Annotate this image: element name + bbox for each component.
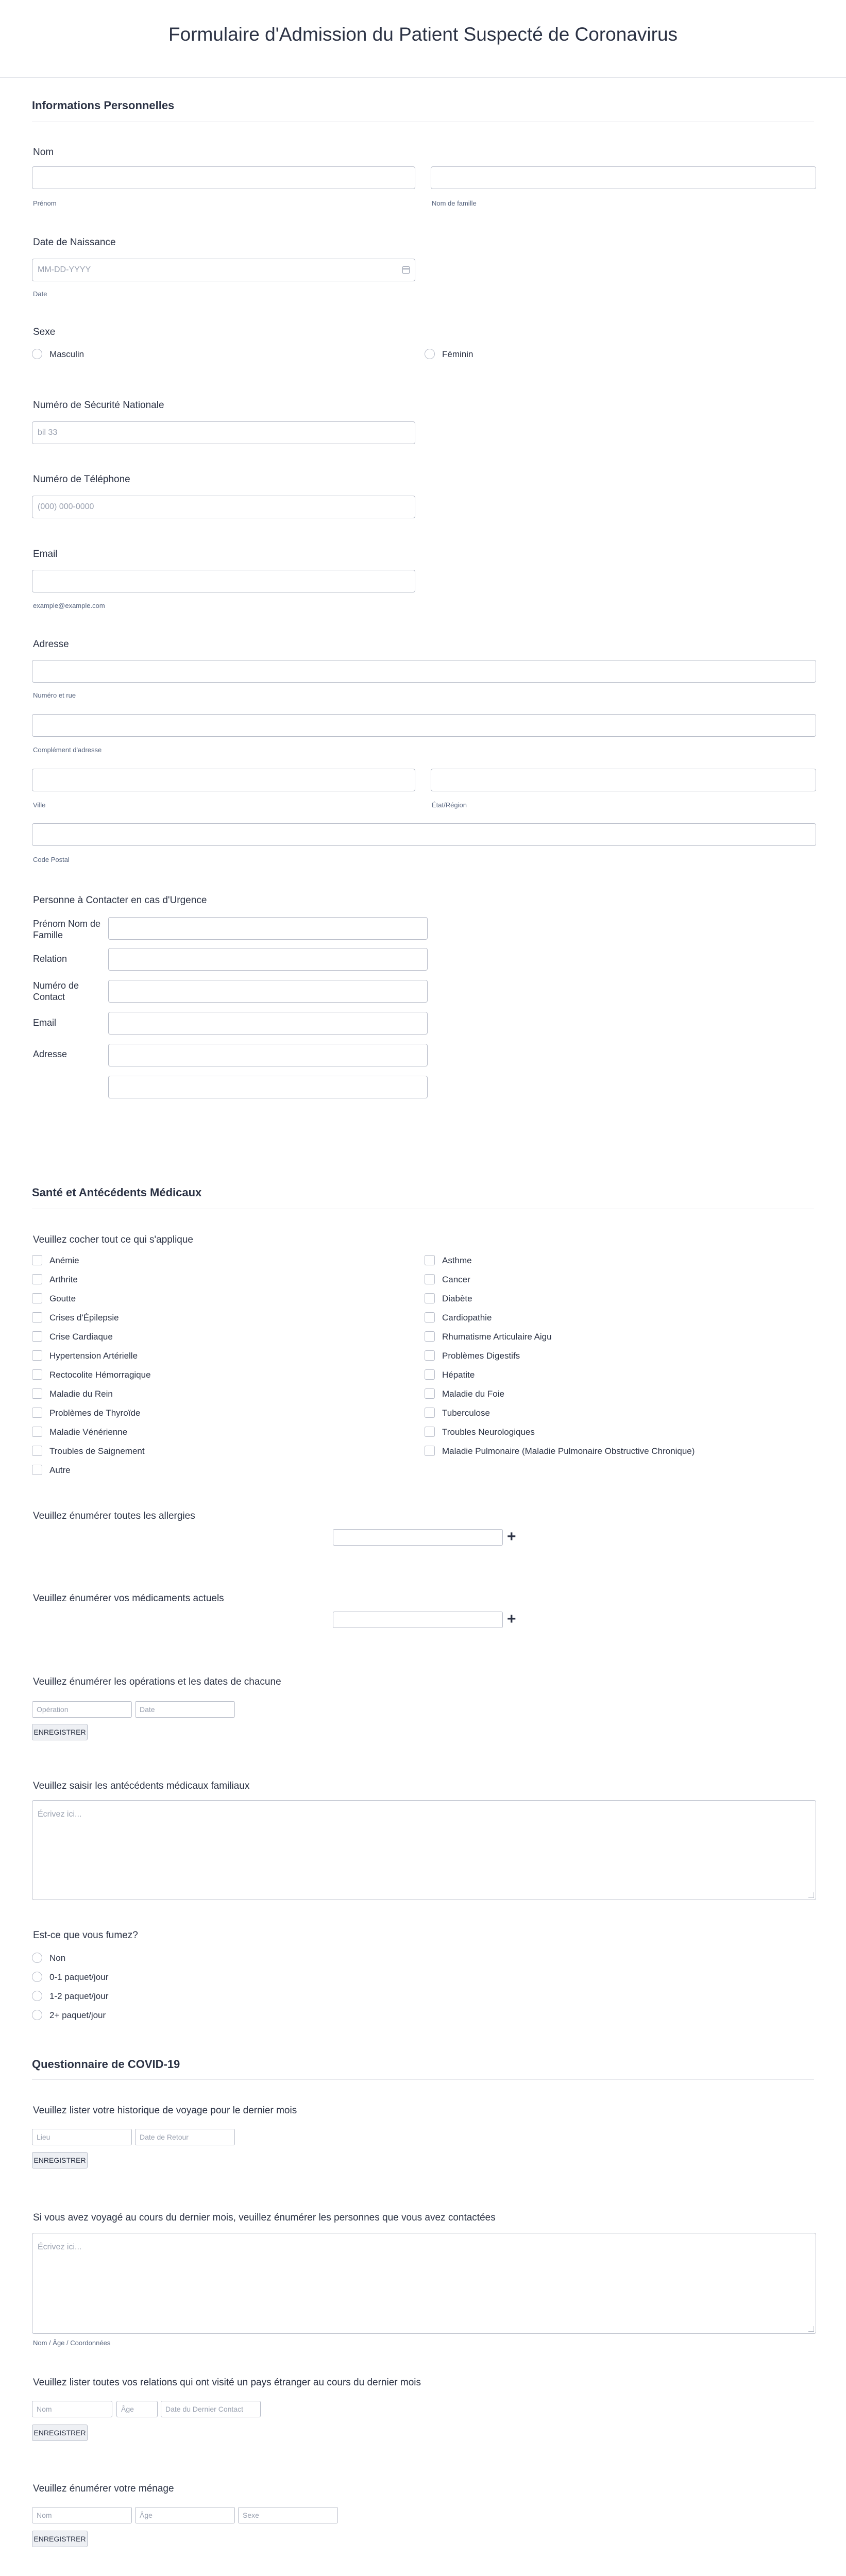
state-input[interactable]: [431, 769, 816, 791]
household-label: Veuillez énumérer votre ménage: [33, 2483, 174, 2494]
condition-option-checkbox[interactable]: [425, 1388, 435, 1399]
condition-option-checkbox[interactable]: [32, 1274, 42, 1284]
save-relations-button[interactable]: ENREGISTRER: [32, 2425, 88, 2441]
ssn-input[interactable]: [32, 421, 415, 444]
email-sublabel: example@example.com: [33, 602, 105, 609]
dob-placeholder: MM-DD-YYYY: [38, 265, 91, 274]
emergency-relation-input[interactable]: [108, 948, 428, 971]
surgery-name-input[interactable]: [32, 1701, 132, 1718]
condition-option-checkbox[interactable]: [425, 1446, 435, 1456]
dob-input[interactable]: [32, 259, 415, 281]
condition-option-label: Problèmes de Thyroïde: [49, 1408, 141, 1418]
medications-label: Veuillez énumérer vos médicaments actuels: [33, 1593, 224, 1604]
travel-label: Veuillez lister votre historique de voyage pour le dernier mois: [33, 2105, 297, 2116]
condition-option-label: Rectocolite Hémorragique: [49, 1370, 151, 1380]
condition-option-label: Hypertension Artérielle: [49, 1351, 138, 1361]
city-input[interactable]: [32, 769, 415, 791]
smoke-option-label: 1-2 paquet/jour: [49, 1991, 109, 2001]
sex-male-radio[interactable]: [32, 349, 42, 359]
street-sublabel: Numéro et rue: [33, 691, 76, 699]
smoke-option-label: 0-1 paquet/jour: [49, 1972, 109, 1982]
condition-option-checkbox[interactable]: [425, 1331, 435, 1342]
condition-option-label: Arthrite: [49, 1275, 78, 1284]
condition-option-checkbox[interactable]: [425, 1427, 435, 1437]
smoke-option-radio[interactable]: [32, 2010, 42, 2020]
relation-age-input[interactable]: [116, 2401, 158, 2417]
condition-option-label: Maladie du Foie: [442, 1389, 504, 1399]
name-label: Nom: [33, 147, 54, 158]
header-divider: [0, 77, 846, 78]
allergies-label: Veuillez énumérer toutes les allergies: [33, 1511, 195, 1521]
condition-option-label: Troubles Neurologiques: [442, 1427, 535, 1437]
emergency-row-label: Email: [33, 1018, 57, 1028]
emergency-email-input[interactable]: [108, 1012, 428, 1035]
relation-date-placeholder: Date du Dernier Contact: [165, 2405, 243, 2413]
condition-option-checkbox[interactable]: [32, 1388, 42, 1399]
surgery-placeholder: Opération: [37, 1705, 69, 1714]
contacts-label: Si vous avez voyagé au cours du dernier mois, veuillez énumérer les personnes que vous avez contactées: [33, 2212, 496, 2223]
smoke-label: Est-ce que vous fumez?: [33, 1930, 138, 1941]
last-name-input[interactable]: [431, 166, 816, 189]
condition-option-checkbox[interactable]: [425, 1369, 435, 1380]
section-title-personal: Informations Personnelles: [32, 99, 175, 112]
save-household-button[interactable]: ENREGISTRER: [32, 2531, 88, 2547]
family-history-label: Veuillez saisir les antécédents médicaux familiaux: [33, 1781, 250, 1791]
medications-input[interactable]: [333, 1612, 503, 1628]
plus-icon[interactable]: +: [507, 1611, 516, 1628]
condition-option-label: Goutte: [49, 1294, 76, 1303]
condition-option-checkbox[interactable]: [425, 1255, 435, 1265]
condition-option-label: Troubles de Saignement: [49, 1446, 145, 1456]
section-title-covid: Questionnaire de COVID-19: [32, 2058, 180, 2071]
relation-name-input[interactable]: [32, 2401, 112, 2417]
dob-sublabel: Date: [33, 290, 47, 298]
travel-place-placeholder: Lieu: [37, 2133, 50, 2141]
state-sublabel: État/Région: [432, 801, 467, 809]
street2-sublabel: Complément d'adresse: [33, 746, 102, 754]
condition-option-checkbox[interactable]: [32, 1331, 42, 1342]
phone-input[interactable]: [32, 496, 415, 518]
calendar-icon[interactable]: [402, 266, 410, 274]
first-name-input[interactable]: [32, 166, 415, 189]
condition-option-label: Maladie Vénérienne: [49, 1427, 128, 1437]
surgeries-label: Veuillez énumérer les opérations et les dates de chacune: [33, 1676, 281, 1687]
condition-option-label: Anémie: [49, 1256, 79, 1265]
sex-female-label: Féminin: [442, 349, 473, 359]
ssn-label: Numéro de Sécurité Nationale: [33, 400, 164, 411]
condition-option-checkbox[interactable]: [32, 1312, 42, 1323]
household-name-input[interactable]: [32, 2507, 132, 2523]
condition-option-label: Maladie Pulmonaire (Maladie Pulmonaire Obstructive Chronique): [442, 1446, 695, 1456]
textarea-placeholder: Écrivez ici...: [38, 2243, 82, 2251]
smoke-option-label: 2+ paquet/jour: [49, 2010, 106, 2020]
emergency-row-label: Numéro de Contact: [33, 980, 79, 1002]
condition-option-label: Crises d'Épilepsie: [49, 1313, 119, 1323]
save-travel-button[interactable]: ENREGISTRER: [32, 2152, 88, 2168]
sex-female-radio[interactable]: [425, 349, 435, 359]
household-name-placeholder: Nom: [37, 2511, 52, 2519]
plus-icon[interactable]: +: [507, 1528, 516, 1545]
condition-option-label: Asthme: [442, 1256, 472, 1265]
city-sublabel: Ville: [33, 801, 46, 809]
condition-option-label: Cardiopathie: [442, 1313, 492, 1323]
condition-option-checkbox[interactable]: [32, 1293, 42, 1303]
smoke-option-radio[interactable]: [32, 1953, 42, 1963]
condition-option-label: Maladie du Rein: [49, 1389, 113, 1399]
condition-option-checkbox[interactable]: [425, 1274, 435, 1284]
condition-option-label: Problèmes Digestifs: [442, 1351, 520, 1361]
contacts-textarea[interactable]: [32, 2233, 816, 2334]
street2-input[interactable]: [32, 714, 816, 737]
condition-option-label: Tuberculose: [442, 1408, 490, 1418]
emergency-row-label: Adresse: [33, 1049, 67, 1059]
condition-option-checkbox[interactable]: [32, 1427, 42, 1437]
household-sex-placeholder: Sexe: [243, 2511, 259, 2519]
sex-label: Sexe: [33, 327, 56, 337]
emergency-row-label: Relation: [33, 954, 67, 964]
travel-place-input[interactable]: [32, 2129, 132, 2145]
travel-date-placeholder: Date de Retour: [140, 2133, 189, 2141]
emergency-row-label: Prénom Nom de Famille: [33, 919, 101, 940]
phone-placeholder: (000) 000-0000: [38, 502, 94, 511]
family-history-textarea[interactable]: [32, 1800, 816, 1900]
emergency-label: Personne à Contacter en cas d'Urgence: [33, 895, 207, 906]
conditions-label: Veuillez cocher tout ce qui s'applique: [33, 1234, 193, 1245]
emergency-contact-input[interactable]: [108, 980, 428, 1003]
relation-contact-date-input[interactable]: [161, 2401, 261, 2417]
zip-sublabel: Code Postal: [33, 856, 70, 863]
household-age-placeholder: Âge: [140, 2511, 153, 2519]
condition-option-checkbox[interactable]: [32, 1446, 42, 1456]
travel-date-input[interactable]: [135, 2129, 235, 2145]
condition-option-checkbox[interactable]: [425, 1408, 435, 1418]
ssn-placeholder: bil 33: [38, 428, 58, 437]
allergies-input[interactable]: [333, 1529, 503, 1546]
condition-option-checkbox[interactable]: [32, 1369, 42, 1380]
section-title-health: Santé et Antécédents Médicaux: [32, 1186, 202, 1199]
street-input[interactable]: [32, 660, 816, 683]
household-sex-input[interactable]: [238, 2507, 338, 2523]
condition-option-checkbox[interactable]: [32, 1465, 42, 1475]
emergency-address-input[interactable]: [108, 1044, 428, 1066]
sex-male-label: Masculin: [49, 349, 84, 359]
condition-option-label: Hépatite: [442, 1370, 475, 1380]
relation-name-placeholder: Nom: [37, 2405, 52, 2413]
smoke-option-radio[interactable]: [32, 1991, 42, 2001]
contacts-sublabel: Nom / Âge / Coordonnées: [33, 2339, 111, 2347]
email-input[interactable]: [32, 570, 415, 592]
emergency-address2-input[interactable]: [108, 1076, 428, 1098]
first-name-sublabel: Prénom: [33, 199, 57, 207]
smoke-option-radio[interactable]: [32, 1972, 42, 1982]
condition-option-checkbox[interactable]: [425, 1350, 435, 1361]
dob-label: Date de Naissance: [33, 237, 116, 248]
condition-option-label: Autre: [49, 1465, 71, 1475]
last-name-sublabel: Nom de famille: [432, 199, 477, 207]
relations-label: Veuillez lister toutes vos relations qui ont visité un pays étranger au cours du dernier mois: [33, 2377, 421, 2388]
condition-option-label: Crise Cardiaque: [49, 1332, 113, 1342]
section-divider: [32, 2079, 814, 2080]
condition-option-checkbox[interactable]: [32, 1350, 42, 1361]
zip-input[interactable]: [32, 823, 816, 846]
form-title: Formulaire d'Admission du Patient Suspecté de Coronavirus: [168, 24, 678, 45]
surgery-date-input[interactable]: [135, 1701, 235, 1718]
phone-label: Numéro de Téléphone: [33, 474, 130, 485]
condition-option-label: Diabète: [442, 1294, 472, 1303]
condition-option-checkbox[interactable]: [32, 1255, 42, 1265]
condition-option-checkbox[interactable]: [425, 1293, 435, 1303]
surgery-date-placeholder: Date: [140, 1705, 155, 1714]
condition-option-checkbox[interactable]: [425, 1312, 435, 1323]
condition-option-label: Cancer: [442, 1275, 470, 1284]
email-label: Email: [33, 549, 58, 560]
household-age-input[interactable]: [135, 2507, 235, 2523]
condition-option-checkbox[interactable]: [32, 1408, 42, 1418]
condition-option-label: Rhumatisme Articulaire Aigu: [442, 1332, 552, 1342]
relation-age-placeholder: Âge: [121, 2405, 134, 2413]
smoke-option-label: Non: [49, 1953, 66, 1963]
save-surgery-button[interactable]: ENREGISTRER: [32, 1724, 88, 1740]
emergency-name-input[interactable]: [108, 917, 428, 940]
resize-handle-icon[interactable]: [808, 2326, 814, 2332]
textarea-placeholder: Écrivez ici...: [38, 1810, 82, 1819]
address-label: Adresse: [33, 639, 69, 650]
resize-handle-icon[interactable]: [808, 1892, 814, 1898]
